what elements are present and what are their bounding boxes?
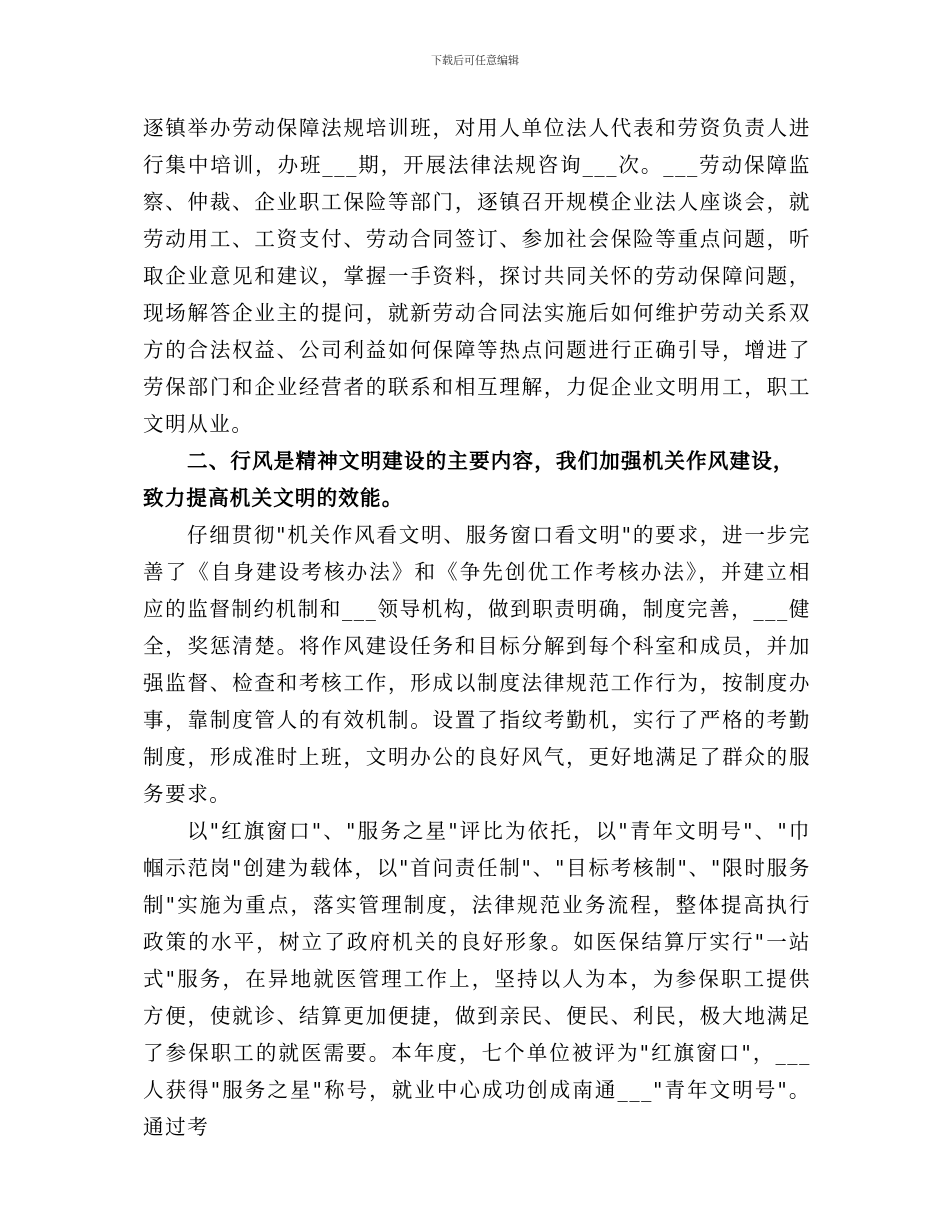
document-body xyxy=(143,110,811,1146)
section-heading-2: 二、行风是精神文明建设的主要内容，我们加强机关作风建设，致力提高机关文明的效能。 xyxy=(143,449,795,510)
paragraph-labor-training: 逐镇举办劳动保障法规培训班，对用人单位法人代表和劳资负责人进行集中培训，办班___期，开展法律法规咨询___次。___劳动保障监察、仲裁、企业职工保险等部门，逐镇召开规模企业法人座谈会，就劳动用工、工资支付、劳动合同签订、参加社会保险等重点问题，听取企业意见和建议，掌握一手资料，探讨共同关怀的劳动保障问题，现场解答企业主的提问，就新劳动合同法实施后如何维护劳动关系双方的合法权益、公司利益如何保障等热点问题进行正确引导，增进了劳保部门和企业经营者的联系和相互理解，力促企业文明用工，职工文明从业。 xyxy=(143,116,811,436)
page-header: 下载后可任意编辑 xyxy=(431,54,519,67)
paragraph-work-style: 仔细贯彻"机关作风看文明、服务窗口看文明"的要求，进一步完善了《自身建设考核办法》和《争先创优工作考核办法》，并建立相应的监督制约机制和___领导机构，做到职责明确，制度完善，___健全，奖惩清楚。将作风建设任务和目标分解到每个科室和成员，并加强监督、检查和考核工作，形成以制度法律规范工作行为，按制度办事，靠制度管人的有效机制。设置了指纹考勤机，实行了严格的考勤制度，形成准时上班，文明办公的良好风气，更好地满足了群众的服务要求。 xyxy=(143,523,811,806)
paragraph-service-window: 以"红旗窗口"、"服务之星"评比为依托，以"青年文明号"、"巾帼示范岗"创建为载体，以"首问责任制"、"目标考核制"、"限时服务制"实施为重点，落实管理制度，法律规范业务流程，整体提高执行政策的水平，树立了政府机关的良好形象。如医保结算厅实行"一站式"服务，在异地就医管理工作上，坚持以人为本，为参保职工提供方便，使就诊、结算更加便捷，做到亲民、便民、利民，极大地满足了参保职工的就医需要。本年度，七个单位被评为"红旗窗口"，___人获得"服务之星"称号，就业中心成功创成南通___"青年文明号"。通过考 xyxy=(143,819,811,1139)
